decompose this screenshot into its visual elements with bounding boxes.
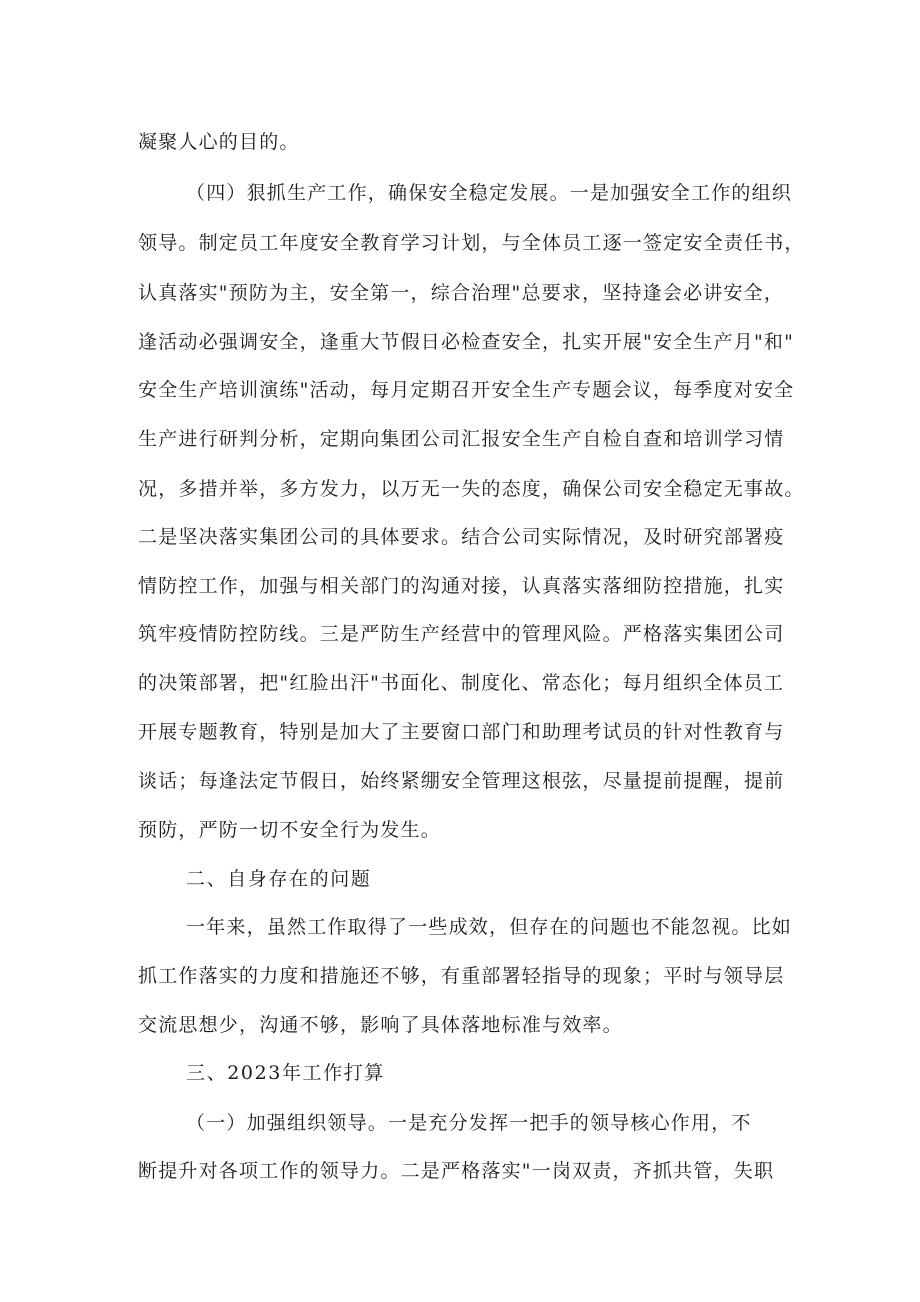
paragraph-line: （四）狠抓生产工作，确保安全稳定发展。一是加强安全工作的组织 [186, 182, 793, 204]
paragraph-line: 的决策部署，把"红脸出汗"书面化、制度化、常态化；每月组织全体员工 [138, 672, 785, 694]
paragraph-line: 生产进行研判分析，定期向集团公司汇报安全生产自检自查和培训学习情 [138, 428, 785, 450]
paragraph-line: 筑牢疫情防控防线。三是严防生产经营中的管理风险。严格落实集团公司 [138, 623, 785, 645]
paragraph-line: 安全生产培训演练"活动，每月定期召开安全生产专题会议，每季度对安全 [138, 379, 795, 401]
paragraph-line: 开展专题教育，特别是加大了主要窗口部门和助理考试员的针对性教育与 [138, 721, 785, 743]
paragraph-line: 领导。制定员工年度安全教育学习计划，与全体员工逐一签定安全责任书， [138, 232, 805, 254]
paragraph-line: 抓工作落实的力度和措施还不够，有重部署轻指导的现象；平时与领导层 [138, 965, 785, 987]
paragraph-line: 认真落实"预防为主，安全第一，综合治理"总要求，坚持逢会必讲安全， [138, 282, 785, 304]
section-heading-3: 三、2023年工作打算 [186, 1062, 385, 1084]
paragraph-line: 交流思想少，沟通不够，影响了具体落地标准与效率。 [138, 1014, 623, 1036]
paragraph-line: 预防，严防一切不安全行为发生。 [138, 819, 442, 841]
paragraph-line: （一）加强组织领导。一是充分发挥一把手的领导核心作用，不 [186, 1112, 752, 1134]
paragraph-line: 谈话；每逢法定节假日，始终紧绷安全管理这根弦，尽量提前提醒，提前 [138, 770, 785, 792]
paragraph-line: 逢活动必强调安全，逢重大节假日必检查安全，扎实开展"安全生产月"和" [138, 331, 795, 353]
paragraph-line: 情防控工作，加强与相关部门的沟通对接，认真落实落细防控措施，扎实 [138, 575, 785, 597]
paragraph-line: 断提升对各项工作的领导力。二是严格落实"一岗双责，齐抓共管，失职 [138, 1160, 775, 1182]
paragraph-line: 凝聚人心的目的。 [138, 131, 300, 153]
paragraph-line: 一年来，虽然工作取得了一些成效，但存在的问题也不能忽视。比如 [186, 916, 793, 938]
paragraph-line: 二是坚决落实集团公司的具体要求。结合公司实际情况，及时研究部署疫 [138, 526, 785, 548]
section-heading-2: 二、自身存在的问题 [186, 868, 372, 890]
paragraph-line: 况，多措并举，多方发力，以万无一失的态度，确保公司安全稳定无事故。 [138, 478, 805, 500]
